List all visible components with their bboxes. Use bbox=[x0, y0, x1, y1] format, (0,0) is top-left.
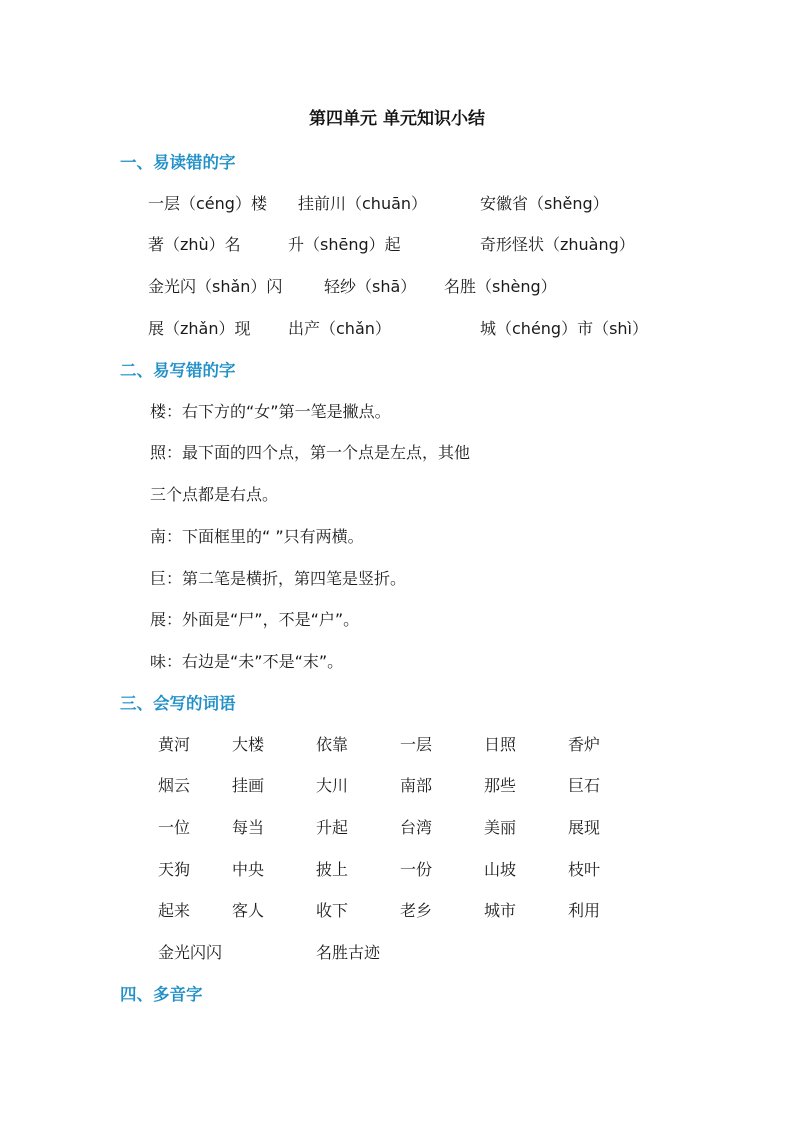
word-item: 收下 bbox=[316, 901, 349, 920]
word-item: 金光闪闪 bbox=[158, 943, 223, 962]
pinyin-item: 挂前川（chuān） bbox=[298, 194, 428, 213]
word-item: 一层 bbox=[400, 735, 433, 754]
word-item: 巨石 bbox=[568, 776, 601, 795]
word-item: 美丽 bbox=[484, 818, 517, 837]
pinyin-item: 城（chéng）市（shì） bbox=[480, 319, 649, 338]
writing-note: 照：最下面的四个点，第一个点是左点，其他 bbox=[150, 443, 471, 462]
writing-note: 展：外面是“尸”，不是“户”。 bbox=[150, 610, 360, 629]
word-item: 依靠 bbox=[316, 735, 349, 754]
word-item: 香炉 bbox=[568, 735, 601, 754]
writing-note: 楼：右下方的“女”第一笔是撇点。 bbox=[150, 402, 391, 421]
word-item: 南部 bbox=[400, 776, 433, 795]
word-item: 大楼 bbox=[232, 735, 265, 754]
pinyin-item: 升（shēng）起 bbox=[288, 235, 401, 254]
word-item: 大川 bbox=[316, 776, 349, 795]
pinyin-item: 著（zhù）名 bbox=[148, 235, 241, 254]
writing-note: 三个点都是右点。 bbox=[150, 485, 279, 504]
writing-note: 巨：第二笔是横折，第四笔是竖折。 bbox=[150, 569, 407, 588]
section-heading-words: 三、会写的词语 bbox=[120, 694, 236, 713]
word-item: 黄河 bbox=[158, 735, 191, 754]
word-item: 起来 bbox=[158, 901, 191, 920]
writing-note: 味：右边是“未”不是“末”。 bbox=[150, 652, 344, 671]
pinyin-item: 出产（chǎn） bbox=[288, 319, 391, 338]
word-item: 城市 bbox=[484, 901, 517, 920]
word-item: 中央 bbox=[232, 860, 265, 879]
pinyin-item: 名胜（shèng） bbox=[444, 277, 557, 296]
word-item: 挂画 bbox=[232, 776, 265, 795]
pinyin-item: 金光闪（shǎn）闪 bbox=[148, 277, 283, 296]
word-item: 一位 bbox=[158, 818, 191, 837]
word-item: 客人 bbox=[232, 901, 265, 920]
pinyin-item: 展（zhǎn）现 bbox=[148, 319, 251, 338]
word-item: 台湾 bbox=[400, 818, 433, 837]
word-item: 每当 bbox=[232, 818, 265, 837]
word-item: 披上 bbox=[316, 860, 349, 879]
word-item: 那些 bbox=[484, 776, 517, 795]
word-item: 名胜古迹 bbox=[316, 943, 381, 962]
page-title: 第四单元 单元知识小结 bbox=[309, 109, 485, 129]
word-item: 展现 bbox=[568, 818, 601, 837]
section-heading-writing: 二、易写错的字 bbox=[120, 361, 236, 380]
pinyin-item: 轻纱（shā） bbox=[324, 277, 417, 296]
word-item: 利用 bbox=[568, 901, 601, 920]
word-item: 山坡 bbox=[484, 860, 517, 879]
word-item: 烟云 bbox=[158, 776, 191, 795]
pinyin-item: 安徽省（shěng） bbox=[480, 194, 609, 213]
word-item: 一份 bbox=[400, 860, 433, 879]
pinyin-item: 一层（céng）楼 bbox=[148, 194, 267, 213]
writing-note: 南：下面框里的“ ”只有两横。 bbox=[150, 527, 364, 546]
word-item: 老乡 bbox=[400, 901, 433, 920]
section-heading-pinyin: 一、易读错的字 bbox=[120, 153, 236, 172]
word-item: 日照 bbox=[484, 735, 517, 754]
word-item: 升起 bbox=[316, 818, 349, 837]
pinyin-item: 奇形怪状（zhuàng） bbox=[480, 235, 635, 254]
section-heading-polyphonic: 四、多音字 bbox=[120, 985, 203, 1004]
word-item: 天狗 bbox=[158, 860, 191, 879]
word-item: 枝叶 bbox=[568, 860, 601, 879]
